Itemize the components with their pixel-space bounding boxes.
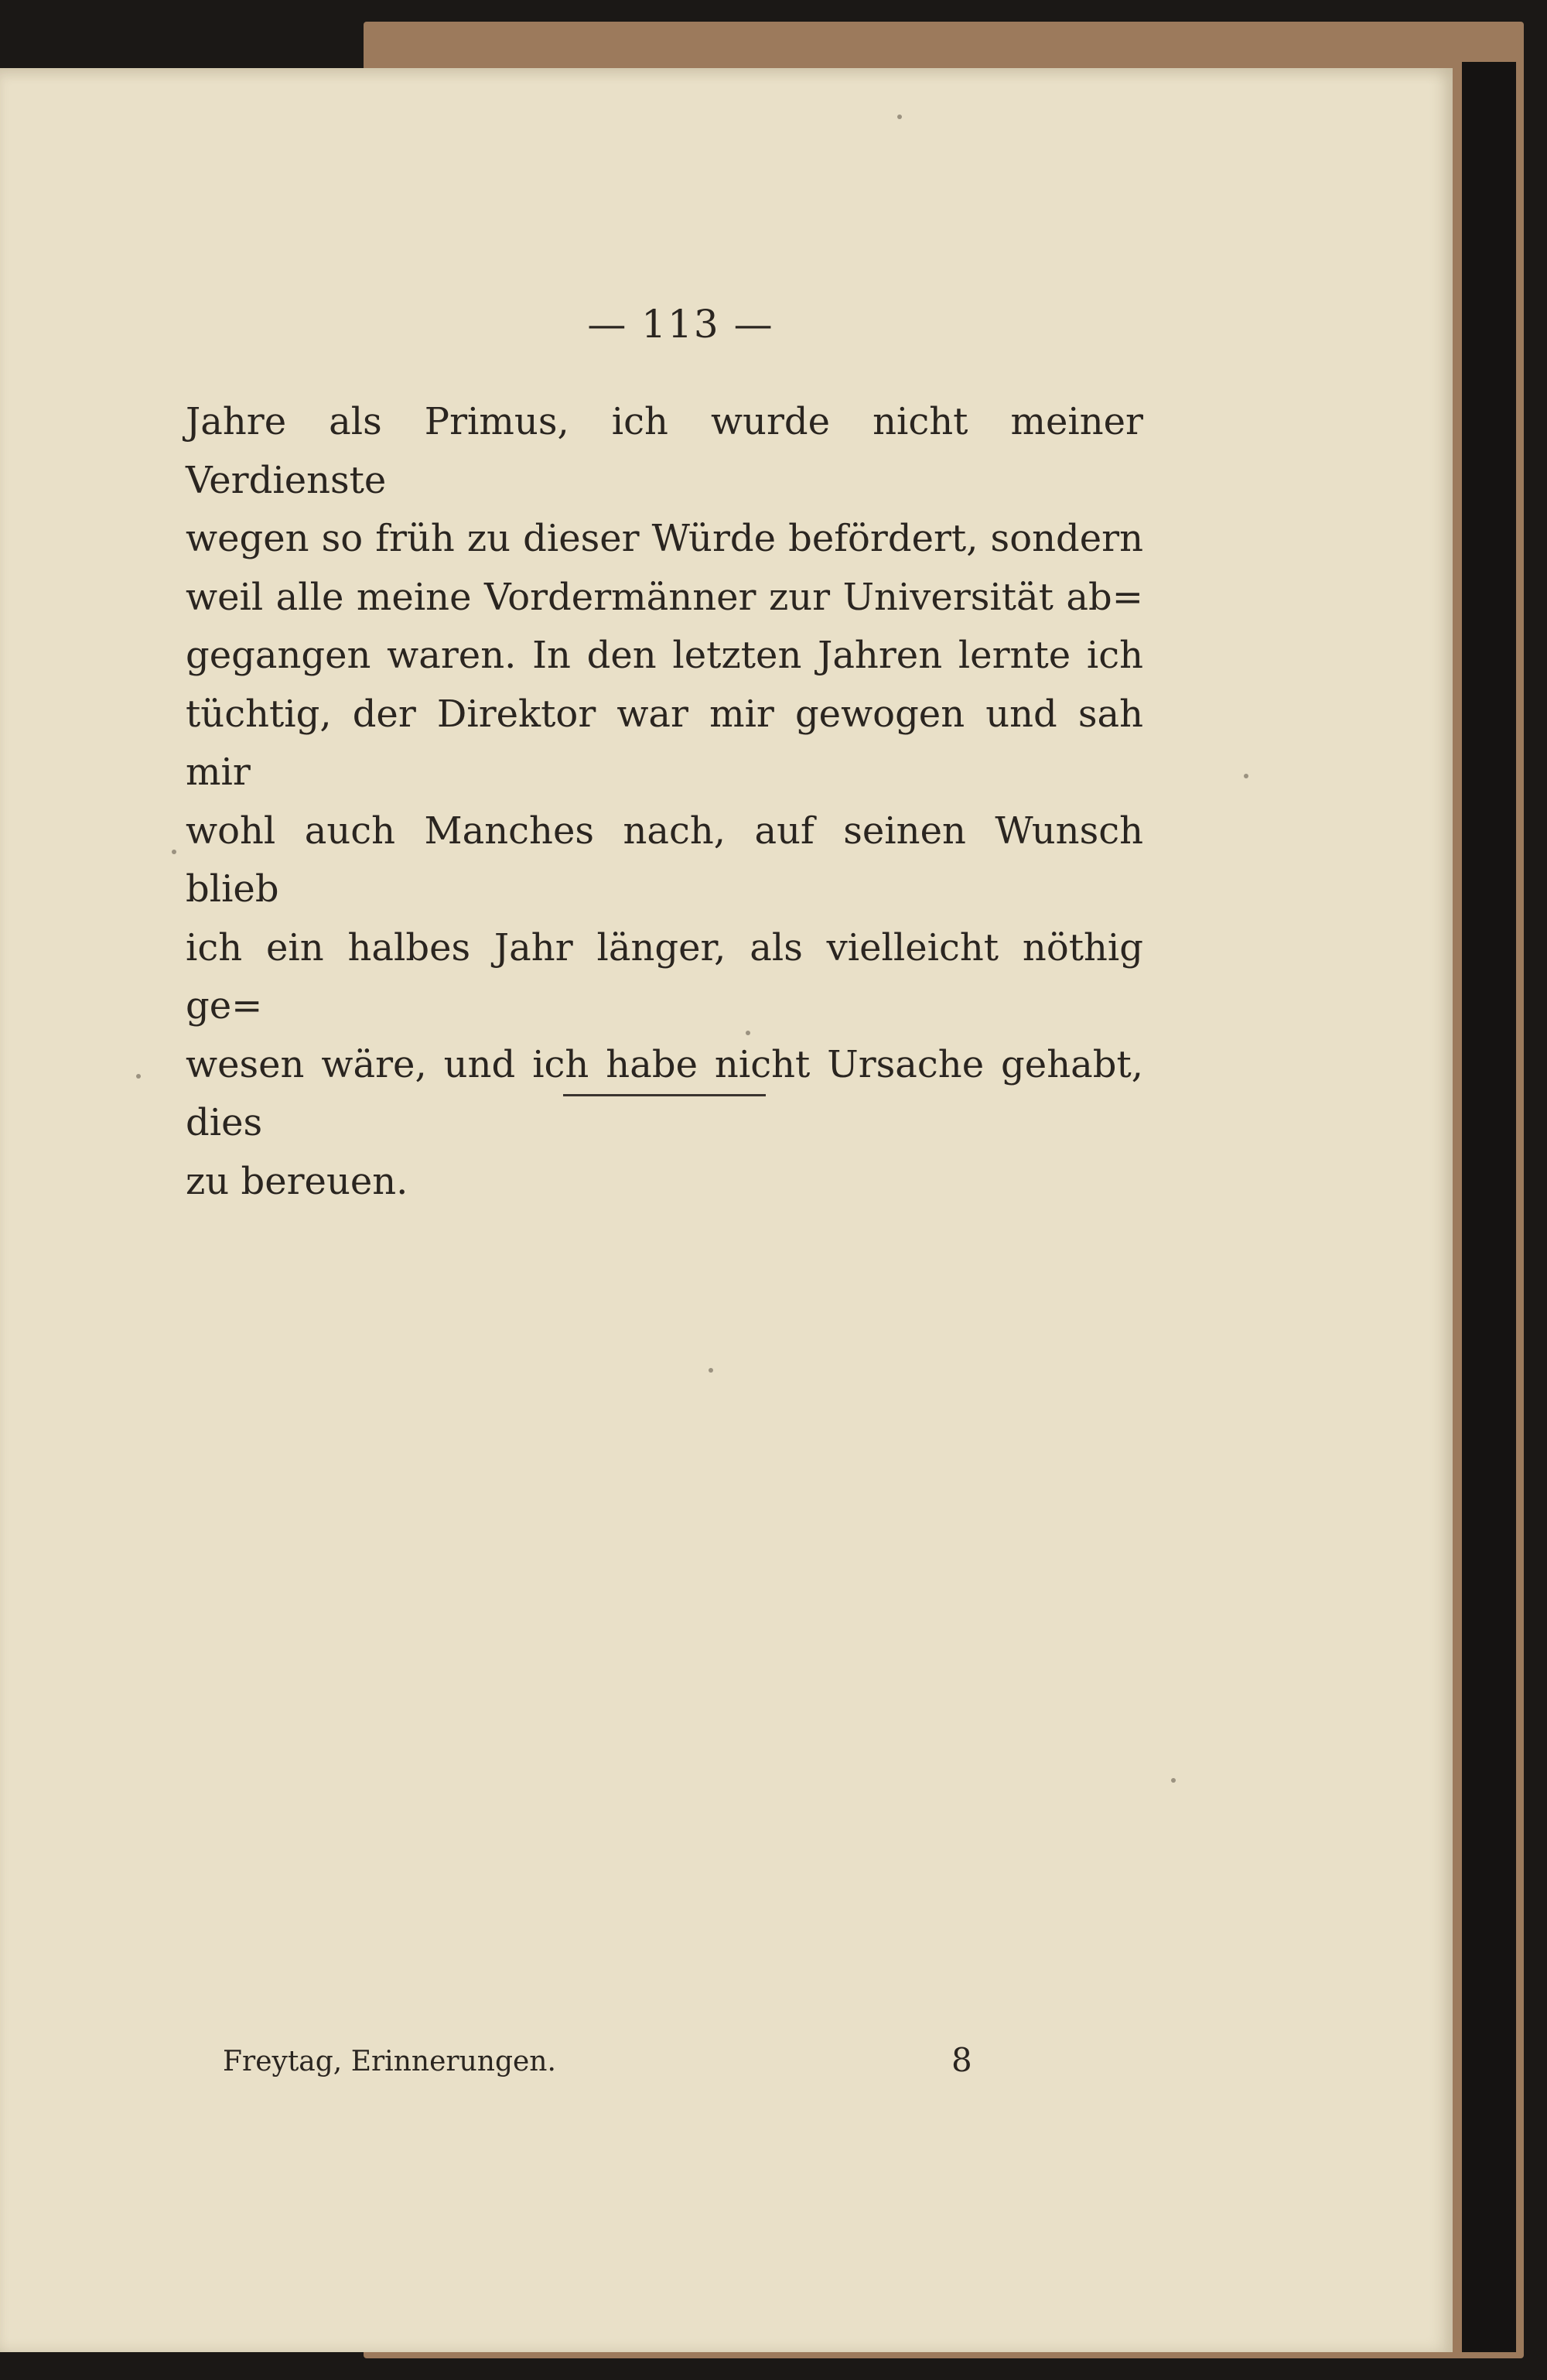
paper-fleck	[136, 1074, 141, 1079]
body-paragraph	[186, 393, 1143, 1211]
printer-signature: Freytag, Erinnerungen.	[223, 2046, 556, 2077]
text-line: wesen wäre, und ich habe nicht Ursache gehabt, dies	[186, 1042, 1143, 1144]
text-line: zu bereuen.	[186, 1159, 408, 1203]
section-divider	[563, 1094, 766, 1096]
text-line: wohl auch Manches nach, auf seinen Wunsch blieb	[186, 809, 1143, 911]
text-line: ich ein halbes Jahr länger, als vielleicht nöthig ge=	[186, 925, 1143, 1028]
sheet-number: 8	[951, 2041, 972, 2079]
text-line: weil alle meine Vordermänner zur Universität ab=	[186, 575, 1143, 619]
paper-fleck	[746, 1031, 750, 1035]
paper-fleck	[709, 1368, 713, 1373]
text-line: tüchtig, der Direktor war mir gewogen und sah mir	[186, 692, 1143, 794]
paper-fleck	[897, 115, 902, 119]
text-line: wegen so früh zu dieser Würde befördert, sondern	[186, 517, 1143, 560]
page-number-header: — 113 —	[587, 302, 774, 347]
book-page	[0, 68, 1453, 2352]
paper-fleck	[172, 850, 176, 854]
text-line: Jahre als Primus, ich wurde nicht meiner Verdienste	[186, 400, 1143, 502]
paper-fleck	[1171, 1778, 1176, 1783]
text-line: gegangen waren. In den letzten Jahren lernte ich	[186, 634, 1143, 677]
paper-fleck	[1244, 774, 1248, 778]
book-cover-edge	[1462, 62, 1516, 2352]
